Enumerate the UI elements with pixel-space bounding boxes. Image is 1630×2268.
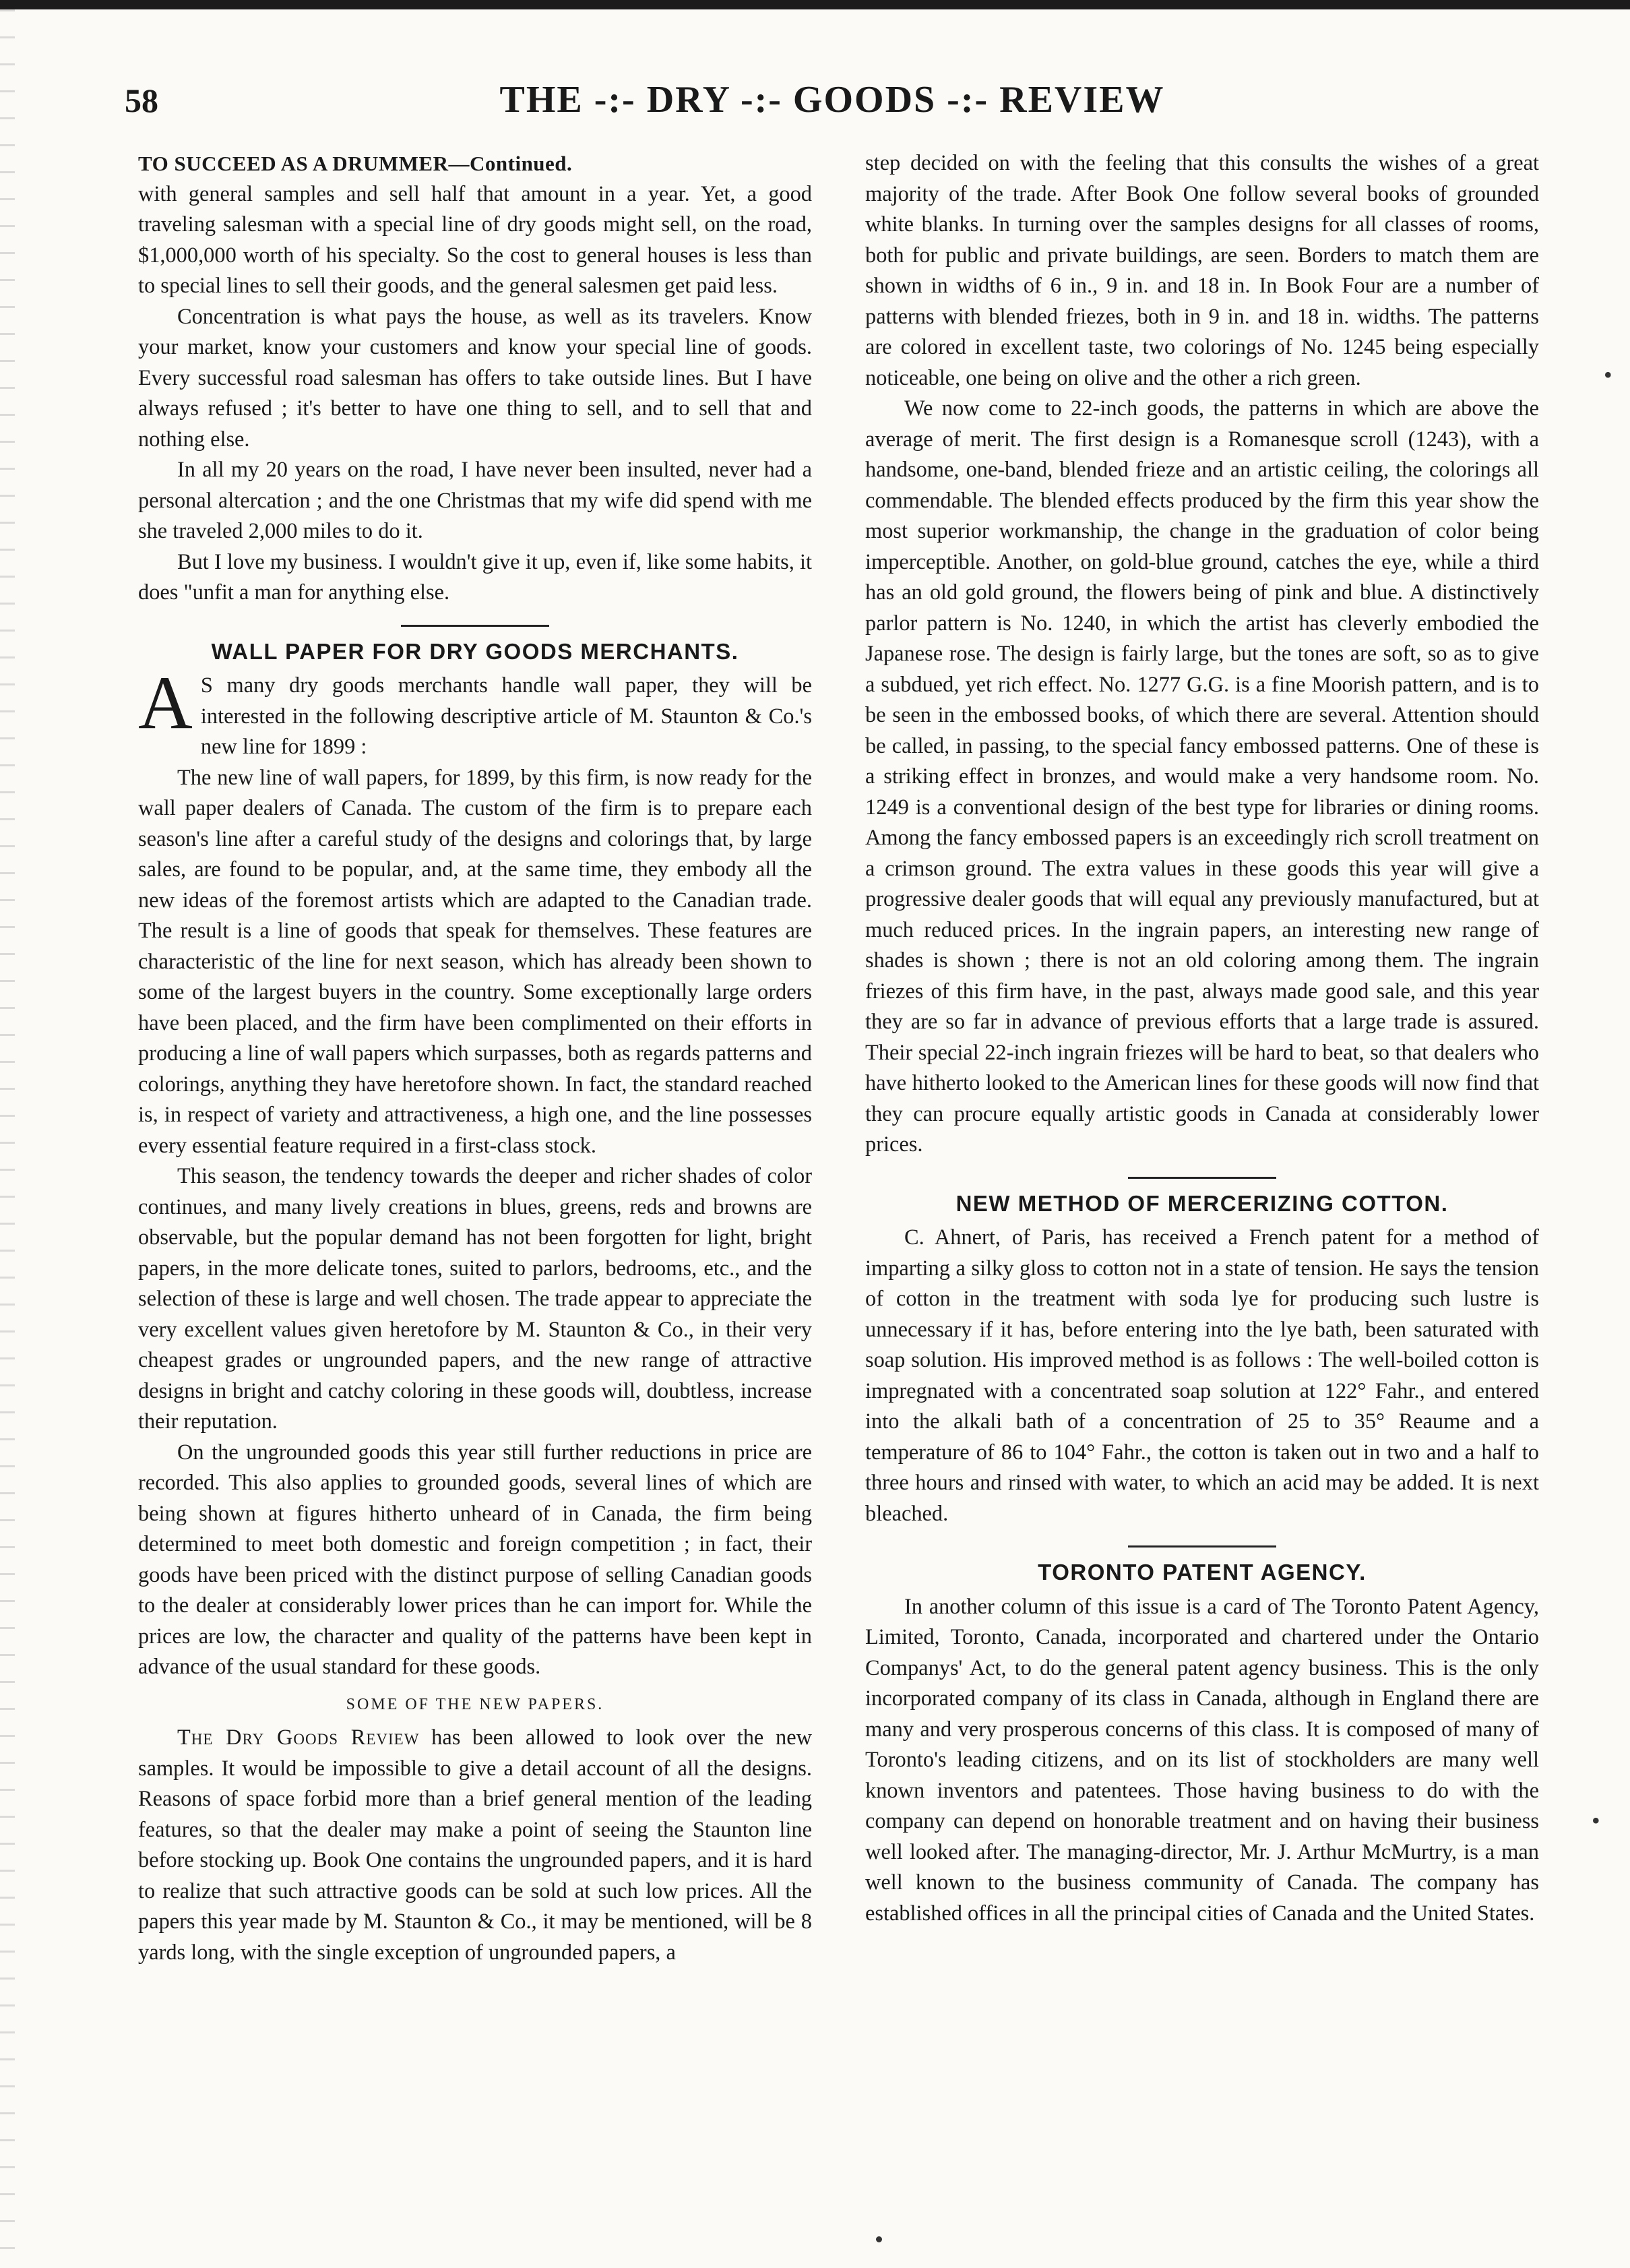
continued-heading: TO SUCCEED AS A DRUMMER—Continued. <box>138 152 573 175</box>
drummer-paragraph: But I love my business. I wouldn't give it up, even if, like some habits, it does "unfit a man for anything else. <box>138 549 812 605</box>
wallpaper-intro-text: S many dry goods merchants handle wall paper, they will be interested in the following descriptive article of M. Staunton & Co.'s new line for 1899 : <box>200 673 812 759</box>
scan-binding-edge <box>0 9 15 2268</box>
patent-heading: TORONTO PATENT AGENCY. <box>1038 1560 1367 1585</box>
review-paragraph-text: has been allowed to look over the new samples. It would be impossible to give a detail account of all the designs. Reasons of space forbid more than a brief general mention of the leading features, so that the dealer may make a point of seeing the Staunton line before stocking up. Book One contains the ungrounded papers, and it is hard to realize that such attractive goods can be sold at such low prices. All the papers this year made by M. Staunton & Co., it may be mentioned, will be 8 yards long, with the single exception of ungrounded papers, a <box>138 1725 812 1965</box>
drummer-paragraph: with general samples and sell half that amount in a year. Yet, a good traveling salesman with a special line of dry goods might sell, on the road, $1,000,000 worth of his specialty. So the cost to general houses is less than to special lines to sell their goods, and the general salesmen get paid less. <box>138 181 812 298</box>
wallpaper-continued-paragraph: We now come to 22-inch goods, the patterns in which are above the average of merit. The first design is a Romanesque scroll (1243), with a handsome, one-band, blended frieze and an artistic ceiling, the colorings all commendable. The blended effects produced by the firm this year show the most superior workmanship, the change in the graduation of color being imperceptible. Another, on gold-blue ground, catches the eye, while a third has an old gold ground, the flowers being of pink and blue. A distinctively parlor pattern is No. 1240, in which the artist has cleverly embodied the Japanese rose. The design is fairly large, but the tones are soft, so as to give a subdued, yet rich effect. No. 1277 G.G. is a fine Moorish pattern, and is to be seen in the embossed books, of which there are several. Attention should be called, in passing, to the special fancy embossed patterns. One of these is a striking effect in bronzes, and would make a very handsome room. No. 1249 is a conventional design of the best type for libraries or dining rooms. Among the fancy embossed papers is an exceedingly rich scroll treatment on a crimson ground. The extra values in these goods this year will give a progressive dealer goods that will equal any previously manufactured, but at much reduced prices. In the ingrain papers, an interesting new range of shades is shown ; there is not an old coloring among them. The ingrain friezes of this firm have, in the past, always made good sale, and this year they are so far in advance of previous efforts that a large trade is assured. Their special 22-inch ingrain friezes will be hard to beat, so that dealers who have hitherto looked to the American lines for these goods will now find that they can procure equally artistic goods in Canada at considerably lower prices. <box>865 396 1539 1157</box>
new-papers-subheading: SOME OF THE NEW PAPERS. <box>346 1695 604 1713</box>
section-divider <box>1128 1545 1276 1547</box>
margin-ink-mark: • <box>1592 1807 1600 1834</box>
section-divider <box>401 625 549 627</box>
drummer-paragraph: In all my 20 years on the road, I have never been insulted, never had a personal altercation ; and the one Christmas that my wife did spend with me she traveled 2,000 miles to do it. <box>138 458 812 543</box>
wallpaper-intro <box>138 661 812 763</box>
wallpaper-paragraph: The new line of wall papers, for 1899, by this firm, is now ready for the wall paper dealers of Canada. The custom of the firm is to prepare each season's line after a careful study of the designs and colorings that, by large sales, are found to be popular, and, at the same time, they embody all the new ideas of the foremost artists which are adapted to the Canadian trade. The result is a line of goods that speak for themselves. These features are characteristic of the line for next season, which has already been shown to some of the largest buyers in the country. Some exceptionally large orders have been placed, and the firm have been complimented on their efforts in producing a line of wall papers which surpasses, both as regards patterns and colorings, anything they have heretofore shown. In fact, the standard reached is, in respect of variety and attractiveness, a high one, and the line possesses every essential feature required in a first-class stock. <box>138 765 812 1158</box>
mercerizing-paragraph: C. Ahnert, of Paris, has received a French patent for a method of imparting a silky gloss to cotton not in a state of tension. He says the tension of cotton in the treatment with soda lye for producing such lustre is unnecessary if it has, before entering into the lye bath, been saturated with soap solution. His improved method is as follows : The well-boiled cotton is impregnated with a concentrated soap solution at 122° Fahr., and entered into the alkali bath of a concentration of 25 to 35° Reaume and a temperature of 86 to 104° Fahr., the cotton is taken out in two and a half to three hours and rinsed with water, to which an acid may be added. It is next bleached. <box>865 1225 1539 1526</box>
page-number: 58 <box>125 82 158 119</box>
section-divider <box>1128 1177 1276 1179</box>
margin-ink-dot <box>876 2236 882 2242</box>
margin-ink-mark: • <box>1604 361 1612 388</box>
wallpaper-paragraph: On the ungrounded goods this year still further reductions in price are recorded. This also applies to grounded goods, several lines of which are being shown at figures hitherto unheard of in Canada, the firm being determined to meet both domestic and foreign competition ; in fact, their goods have been priced with the distinct purpose of selling Canadian goods to the dealer at considerably lower prices than he can import for. While the prices are low, the character and quality of the patterns have been kept in advance of the usual standard for these goods. <box>138 1440 812 1679</box>
running-title: THE -:- DRY -:- GOODS -:- REVIEW <box>499 79 1165 121</box>
wallpaper-paragraph: This season, the tendency towards the deeper and richer shades of color continues, and many lively creations in blues, greens, reds and browns are observable, but the popular demand has not been forgotten for light, bright papers, in the more delicate tones, suited to parlors, bedrooms, etc., and the selection of these is large and well chosen. The trade appear to appreciate the very excellent values given heretofore by M. Staunton & Co., in their very cheapest grades or ungrounded papers, and the new range of attractive designs in bright and catchy coloring in these goods will, doubtless, increase their reputation. <box>138 1164 812 1434</box>
right-column <box>865 148 1539 1929</box>
scan-top-edge <box>0 0 1630 9</box>
patent-paragraph: In another column of this issue is a card of The Toronto Patent Agency, Limited, Toronto, Canada, incorporated and chartered under the Ontario Companys' Act, to do the general patent agency business. This is the only incorporated company of its class in Canada, although in England there are many and very prosperous concerns of this class. It is composed of many of Toronto's leading citizens, and on its list of stockholders are many well known inventors and patentees. Those having business to do with the company can depend on honorable treatment and on having their business well looked after. The managing-director, Mr. J. Arthur McMurtry, is a man well known to the business community of Canada. The company has established offices in all the principal cities of Canada and the United States. <box>865 1594 1539 1926</box>
left-column <box>138 148 812 1968</box>
review-lead: The Dry Goods Review <box>177 1725 420 1750</box>
drop-cap: A <box>138 661 193 745</box>
wallpaper-heading: WALL PAPER FOR DRY GOODS MERCHANTS. <box>211 638 739 664</box>
page-header <box>125 81 1540 142</box>
review-paragraph <box>138 1723 812 1968</box>
wallpaper-continued-paragraph: step decided on with the feeling that this consults the wishes of a great majority of the trade. After Book One follow several books of grounded white blanks. In turning over the samples designs for all classes of rooms, both for public and private buildings, are seen. Borders to match them are shown in widths of 6 in., 9 in. and 18 in. In Book Four are a number of patterns with blended friezes, both in 9 in. and 18 in. widths. The patterns are colored in excellent taste, two colorings of No. 1245 being especially noticeable, one being on olive and the other a rich green. <box>865 151 1539 390</box>
mercerizing-heading: NEW METHOD OF MERCERIZING COTTON. <box>955 1190 1449 1216</box>
drummer-paragraph: Concentration is what pays the house, as well as its travelers. Know your market, know your customers and know your special line of goods. Every successful road salesman has offers to take outside lines. But I have always refused ; it's better to have one thing to sell, and to sell that and nothing else. <box>138 304 812 452</box>
